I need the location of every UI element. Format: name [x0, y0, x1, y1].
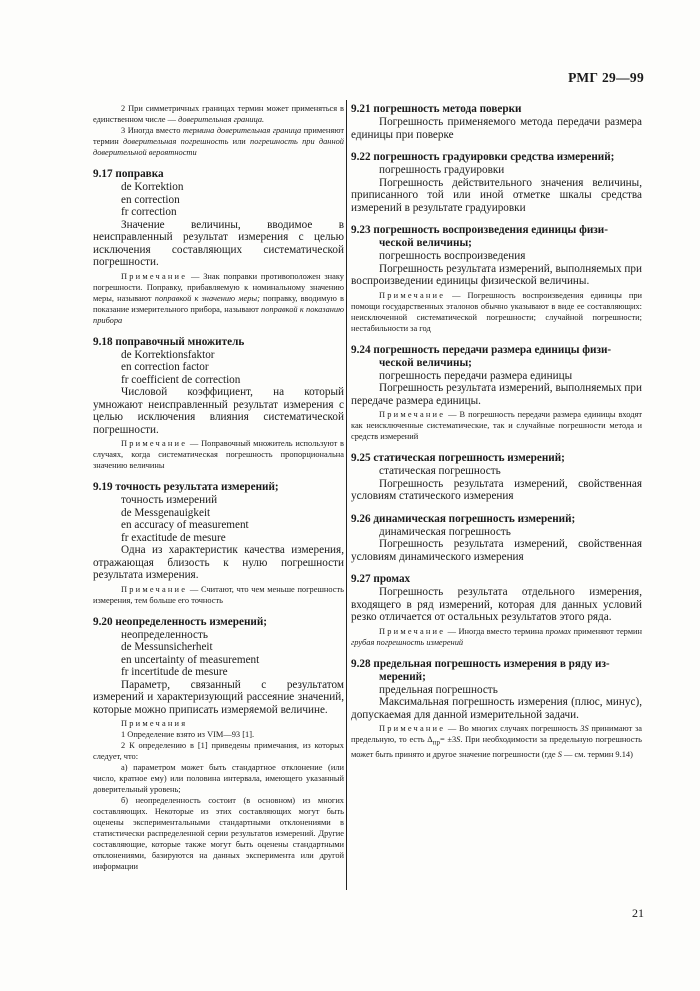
note-1: 1 Определение взято из VIM—93 [1]. [121, 730, 255, 739]
term-9-27 [351, 573, 642, 648]
term-definition: Погрешность применяемого метода передачи размера единицы при поверке [351, 116, 642, 141]
term-translation-en: en correction factor [121, 361, 209, 373]
note-2b: б) неопределенность состоит (в основном) из многих составляющих. Некоторые из этих составляющих могут быть оценены экспериментальными стандартными отклонениями в статистически распределенной серии результатов измерений. Другие составляющие, которые также могут быть оценены стандартными отклонениями, базируются на данных эксперимента или другой информации [93, 796, 344, 871]
term-9-20 [93, 616, 344, 873]
term-definition: Максимальная погрешность измерения (плюс, минус), допускаемая для данной измерительной задачи. [351, 696, 642, 721]
term-title: 9.21 погрешность метода поверки [351, 103, 522, 115]
term-synonym: погрешность воспроизведения [379, 250, 526, 262]
term-title: 9.28 предельная погрешность измерения в ряду из- мерений; [351, 657, 610, 683]
term-translation-en: en accuracy of measurement [121, 519, 249, 531]
term-synonym: точность измерений [121, 494, 218, 506]
term-synonym: динамическая погрешность [379, 525, 511, 538]
page-header: РМГ 29—99 [568, 70, 644, 85]
term-title: 9.25 статическая погрешность измерений; [351, 452, 565, 464]
term-synonym: неопределенность [121, 628, 208, 641]
term-definition: Погрешность результата отдельного измерения, входящего в ряд измерений, которая для данных условий резко отличается от остальных результатов этого ряда. [351, 586, 642, 623]
term-translation-fr: fr incertitude de mesure [121, 666, 228, 678]
term-note: Примечание — Знак поправки противоположен знаку погрешности. Поправку, прибавляемую к номинальному значению меры, называют поправкой к значению меры; поправку, вводимую в показание измерительного прибора, называют поправкой к показанию прибора [93, 271, 345, 325]
note-2: 2 К определению в [1] приведены примечания, из которых следует, что: [93, 741, 344, 761]
term-9-23 [351, 224, 642, 334]
term-9-28 [351, 658, 642, 760]
term-9-26 [351, 513, 642, 564]
intro-note-2: 2 При симметричных границах термин может применяться в единственном числе — доверительная граница. [93, 104, 344, 124]
term-translation-de: de Korrektion [121, 181, 184, 193]
intro-notes [93, 103, 344, 158]
term-note: Примечание — Иногда вместо термина промах применяют термин грубая погрешность измерений [351, 626, 642, 647]
term-title: 9.20 неопределенность измерений; [93, 615, 268, 628]
term-translation-fr: fr exactitude de mesure [121, 531, 226, 544]
term-definition: Погрешность результата измерений, свойственная условиям динамического измерения [351, 538, 642, 563]
term-9-21 [351, 103, 642, 141]
term-title: 9.17 поправка [93, 168, 164, 180]
term-translation-fr: fr correction [121, 206, 177, 218]
column-divider [346, 100, 347, 890]
term-synonym: погрешность передачи размера единицы [379, 369, 573, 382]
term-title: 9.18 поправочный множитель [93, 335, 245, 348]
notes-label: Примечания [121, 719, 188, 728]
page-number: 21 [632, 906, 644, 920]
term-note: Примечание — Во многих случаях погрешность 3S принимают за предельную, то есть $\Delta_{пр}= \pm 3S$. При необходимости за предельную погрешность может быть принято и другое значение погрешности (где S — см. термин 9.14) [351, 724, 642, 759]
term-definition: Погрешность результата измерений, выполняемых при передаче размера единицы. [351, 382, 642, 407]
term-title: 9.27 промах [351, 573, 411, 585]
term-title: 9.19 точность результата измерений; [93, 481, 279, 493]
term-translation-de: de Korrektionsfaktor [121, 348, 215, 361]
term-translation-de: de Messunsicherheit [121, 641, 213, 653]
term-translation-en: en uncertainty of measurement [121, 653, 260, 666]
term-definition: Погрешность результата измерений, свойственная условиям статического измерения [351, 477, 642, 502]
intro-note-3: 3 Иногда вместо термина доверительная граница применяют термин доверительная погрешность или погрешность при данной доверительной вероятности [93, 126, 344, 157]
term-9-18 [93, 336, 344, 472]
term-definition: Погрешность действительного значения величины, приписанного той или иной отметке шкалы средства измерений в результате градуировки [351, 176, 642, 214]
term-title: 9.26 динамическая погрешность измерений; [351, 512, 576, 525]
term-title: 9.22 погрешность градуировки средства измерений; [351, 151, 615, 163]
term-definition: Числовой коэффициент, на который умножают неисправленный результат измерения с целью исключения влияния систематической погрешности. [93, 386, 344, 436]
term-translation-fr: fr coefficient de correction [121, 373, 241, 386]
term-definition: Одна из характеристик качества измерения, отражающая близость к нулю погрешности результата измерения. [93, 544, 344, 581]
term-definition: Параметр, связанный с результатом измерений и характеризующий рассеяние значений, которые можно приписать измеряемой величине. [93, 678, 344, 716]
term-definition: Значение величины, вводимое в неисправленный результат измерения с целью исключения составляющих систематической погрешности. [93, 218, 344, 268]
term-note: Примечание — В погрешность передачи размера единицы входят как неисключенные систематические, так и случайные погрешности метода и средств измерений [351, 410, 642, 441]
term-note: Примечание — Погрешность воспроизведения единицы при помощи государственных эталонов обычно указывают в виде ее составляющих: неисключенной систематической погрешности; случайной погрешности; нестабильности за год [351, 290, 642, 333]
term-note: Примечание — Поправочный множитель используют в случаях, когда систематическая погрешность пропорциональна значению величины [93, 439, 344, 470]
term-translation-de: de Messgenauigkeit [121, 506, 211, 519]
term-title: 9.24 погрешность передачи размера единицы физи- ческой величины; [351, 343, 612, 369]
left-column [93, 103, 344, 882]
term-title: 9.23 погрешность воспроизведения единицы физи- ческой величины; [351, 224, 608, 249]
term-9-22 [351, 151, 642, 214]
term-synonym: статическая погрешность [379, 465, 501, 477]
term-9-17 [93, 168, 344, 326]
term-note: Примечание — Считают, что чем меньше погрешность измерения, тем больше его точность [93, 584, 344, 605]
term-9-24 [351, 344, 642, 443]
term-synonym: предельная погрешность [379, 683, 498, 696]
term-translation-en: en correction [121, 193, 180, 206]
right-column [351, 103, 642, 770]
term-9-19 [93, 481, 344, 606]
note-2a: а) параметром может быть стандартное отклонение (или число, кратное ему) или половина интервала, имеющего указанный доверительный уровень; [93, 763, 344, 794]
term-definition: Погрешность результата измерений, выполняемых при воспроизведении единицы физической величины. [351, 262, 642, 287]
term-synonym: погрешность градуировки [379, 164, 505, 176]
term-9-25 [351, 452, 642, 503]
